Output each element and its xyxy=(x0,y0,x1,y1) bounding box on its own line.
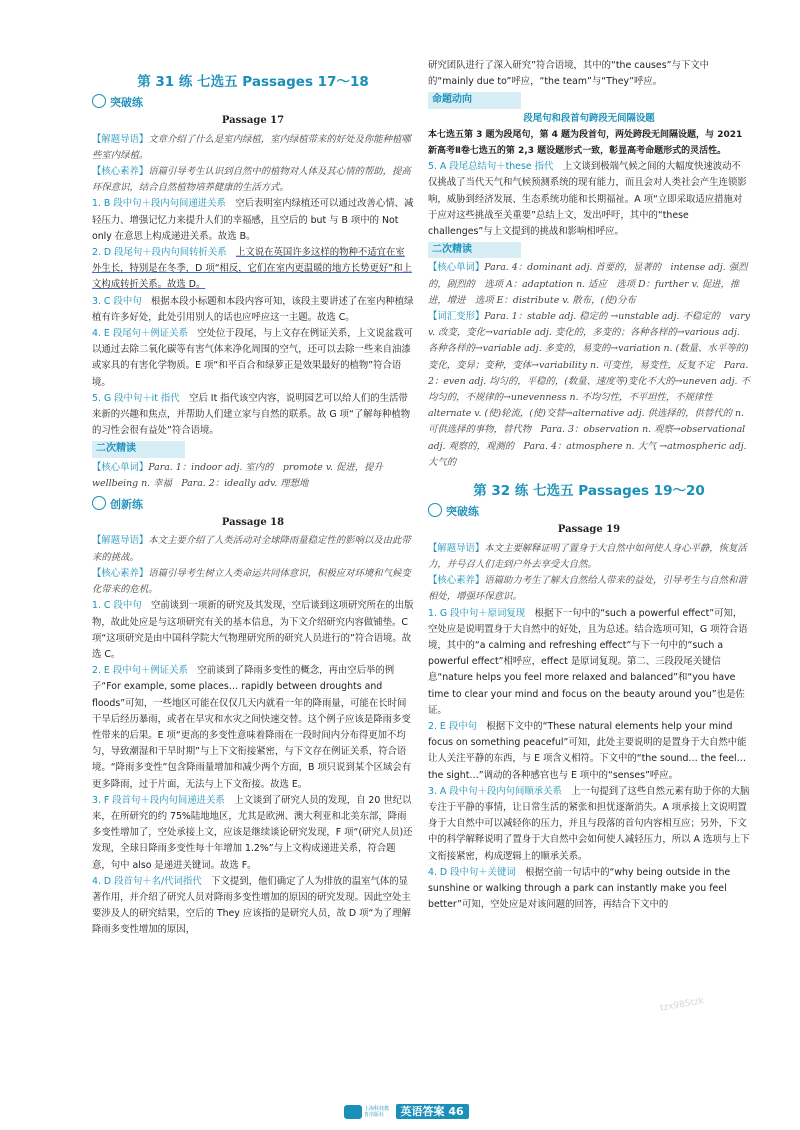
p18-item-4: 4. D 段首句＋名/代词指代 下文提到，他们确定了人为排放的温室气体的显著作用，并介绍了研究人员对降雨多变性增加的原因的研究发现。因此空处主要涉及人的研究结果，空后的 They 应该指的是研究人员，故 D 项“为了理解降雨多变性增加的原因， xyxy=(92,875,411,936)
p18-item-1: 1. C 段中句 空前谈到一项新的研究及其发现，空后谈到这项研究所在的出版物，故此处应是与这项研究有关的基本信息，为下文介绍研究内容做铺垫。C 项“这项研究是由中国科学院大气物理研究所的研究人员进行的”符合语境。故选 C。 xyxy=(92,600,414,660)
p18-vocab: 【核心单词】Para. 4：dominant adj. 首要的，显著的 intense adj. 强烈的，剧烈的 选项 A：adaptation n. 适应 选项 D：further v. 促进，推进，增进 选项 E：distribute v. 散布，(使)分布 xyxy=(428,262,748,306)
hot-topic-title: 段尾句和段首句跨段无间隔设题 xyxy=(523,112,655,124)
p18-item-4-cont: 研究团队进行了深入研究”符合语境，其中的“the causes”与下文中的“mainly due to”呼应，“the team”与“They”呼应。 xyxy=(428,60,709,88)
p18-item-2: 2. E 段中句＋例证关系 空前谈到了降雨多变性的概念，再由空后举的例子“For example, some places… rapidly between droughts and floods”可知，一些地区可能在仅仅几天内就看一年的降雨量，可能在长时间干旱后经历暴雨，或者在旱灾和水灾之间快速交替。这个例子应该是降雨多变性带来的后果。E 项“更高的多变性意味着降雨在一段时间内分布得更加不均匀，导致潮湿和干旱时期”与上下文衔接紧密，与下文存在例证关系，符合语境。“降雨多变性”包含降雨量增加和减少两个方面，B 项只说到某个区域会有更多降雨，过于片面，无法与上下文衔接。故选 E。 xyxy=(92,665,412,790)
p17-item-1: 1. B 段中句＋段内句间递进关系 空后表明室内绿植还可以通过改善心情、减轻压力、增强记忆力来提升人们的幸福感，且空后的 but 与 B 项中的 Not only 在意思上构成递进关系。故选 B。 xyxy=(92,198,414,242)
p19-item-3: 3. A 段中句＋段内句间顺承关系 上一句提到了这些自然元素有助于你的大脑专注于平静的事情，让日常生活的紧张和担忧逐渐消失。A 项承接上文说明置身于大自然中可以减轻你的压力，并且与段落的首句内容相互应；另外，下文中的科学解释说明了置身于大自然中会如何使人减轻压力，所以 A 选项与上下文衔接紧密，构成逻辑上的顺承关系。 xyxy=(428,785,750,862)
section-31-title: 第 31 练 七选五 Passages 17～18 xyxy=(137,74,369,90)
section-32-title: 第 32 练 七选五 Passages 19～20 xyxy=(473,483,705,500)
watermark: tzx985tzk xyxy=(659,996,705,1014)
second-read-bar: 二次精读 xyxy=(92,441,185,457)
breakthrough-heading: 突破练 xyxy=(92,94,414,111)
left-column xyxy=(92,58,414,939)
publisher-logo-text: 上海科技教育出版社 xyxy=(364,1106,390,1118)
p18-derivation: 【词汇变形】Para. 1：stable adj. 稳定的 →unstable adj. 不稳定的 vary v. 改变，变化→variable adj. 变化的，多变的；各种各样的→various adj. 各种各样的→variable adj. 多变的，易变的→variation n. (数量、水平等的)变化，变异；变种，变体→variability n. 可变性，易变性，反复不定 Para. 2：even adj. 均匀的，平稳的，(数量、速度等)变化不大的→uneven adj. 不均匀的，不规律的→unevenness n. 不均匀性，不平坦性，不规律性 alternate v. (使)轮流，(使)交替→alternative adj. 供选择的，供替代的 n. 可供选择的事物，替代物 Para. 3：observation n. 观察→observational adj. 观察的，观测的 Para. 4：atmosphere n. 大气 →atmospheric adj. 大气的 xyxy=(428,311,750,468)
hot-topic-body: 本七选五第 3 题为段尾句，第 4 题为段首句，两处跨段无间隔设题，与 2021 新高考Ⅱ卷七选五的第 2,3 题设题形式一致，彰显高考命题形式的灵活性。 xyxy=(428,129,743,157)
p17-item-2: 2. D 段尾句＋段内句间转折关系 上文说在英国许多这样的物种不适宜在室外生长，特别是在冬季，D 项“相反，它们在室内更温暖的地方长势更好”和上文构成转折关系。故选 D。 xyxy=(92,247,412,291)
page-footer xyxy=(344,1103,469,1119)
p18-item-3: 3. F 段首句＋段内句间递进关系 上文谈到了研究人员的发现，自 20 世纪以来，在所研究的约 75%陆地地区，尤其是欧洲、澳大利亚和北美东部，降雨多变性增加了，空处承接上文，应该是继续谈论研究发现，F 项“(研究人员)还发现，全球日降雨多变性每十年增加 1.2%”与上文构成递进关系，符合题意，句中 also 是递进关键词。故选 F。 xyxy=(92,794,413,871)
passage-19-title: Passage 19 xyxy=(557,524,621,536)
p19-item-4: 4. D 段中句＋关键词 根据空前一句话中的“why being outside in the sunshine or walking through a park can instantly make you feel better”可知，空处应是对该问题的回答，再结合下文中的 xyxy=(428,866,731,911)
p17-item-3: 3. C 段中句 根据本段小标题和本段内容可知，该段主要讲述了在室内种植绿植有许多好处，此处引用别人的话也应呼应这一主题。故选 C。 xyxy=(92,295,414,323)
p19-item-2: 2. E 段中句 根据下文中的“These natural elements help your mind focus on something peaceful”可知，此处主要说明的是置身于大自然中能让人关注平静的东西，与 E 项含义相符。下文中的“the sound… the feel… the sight…”调动的各种感官也与 E 项中的“senses”呼应。 xyxy=(428,720,747,781)
p19-item-1: 1. G 段中句＋原词复现 根据下一句中的“such a powerful effect”可知，空处应是说明置身于大自然中的好处，且为总述。结合选项可知，G 项符合语境，其中的“a calming and refreshing effect”与下一句中的“such a powerful effect”相呼应，effect 是原词复现。第二、三段段尾关键信息“nature helps you feel more relaxed and balanced”和“you have time to clear your mind and focus on the beauty around you”也是佐证。 xyxy=(428,607,748,716)
innovation-icon xyxy=(92,496,106,510)
p18-core: 【核心素养】语篇引导考生树立人类命运共同体意识，积极应对环境和气候变化带来的危机。 xyxy=(92,567,411,596)
answer-label: 英语答案 46 xyxy=(396,1104,469,1119)
p18-guide: 【解题导语】本文主要介绍了人类活动对全球降雨量稳定性的影响以及由此带来的挑战。 xyxy=(92,535,411,563)
publisher-logo-icon xyxy=(344,1105,362,1119)
p17-vocab: 【核心单词】Para. 1：indoor adj. 室内的 promote v. 促进，提升 wellbeing n. 幸福 Para. 2：ideally adv. 理想地 xyxy=(92,461,393,489)
p19-core: 【核心素养】语篇助力考生了解大自然给人带来的益处，引导考生与自然和谐相处，增强环保意识。 xyxy=(428,575,747,603)
hot-topic-bar: 命题动向 xyxy=(428,92,521,108)
innovation-heading: 创新练 xyxy=(92,496,414,513)
p17-item-5: 5. G 段中句＋it 指代 空后 It 指代该空内容，说明园艺可以给人们的生活带来新的兴趣和焦点，并帮助人们建立家与自然的联系。故 G 项“了解每种植物的习性会很有益处”符合语境。 xyxy=(92,392,411,437)
passage-18-title: Passage 18 xyxy=(221,517,285,529)
breakthrough-icon-2 xyxy=(428,503,442,517)
p17-item-4: 4. E 段尾句＋例证关系 空处位于段尾，与上文存在例证关系，上文说盆栽可以通过去除二氧化碳等有害气体来净化周围的空气，还可以去除一些来自油漆或家具的有害化学物质。E 项“和平百合和绿萝正是效果最好的植物”符合语境。 xyxy=(92,328,413,388)
right-column xyxy=(428,58,750,913)
p18-item-5: 5. A 段尾总结句＋these 指代 上文谈到极端气候之间的大幅度快速波动不仅挑战了当代天气和气候预测系统的现有能力，而且会对人类社会产生连锁影响，威胁到经济发展、生态系统功能和长期福祉。A 项“立即采取适应措施对于应对这些挑战至关重要”总结上文，发出呼吁，其中的“these challenges”与上文提到的挑战和影响相呼应。 xyxy=(428,161,747,238)
breakthrough-heading-2: 突破练 xyxy=(428,503,750,520)
p17-core: 【核心素养】语篇引导考生认识到自然中的植物对人体及其心情的帮助，提高环保意识，结合自然植物培养健康的生活方式。 xyxy=(92,166,411,194)
page-number: 46 xyxy=(448,1105,464,1118)
breakthrough-icon xyxy=(92,94,106,108)
second-read-bar-2: 二次精读 xyxy=(428,242,521,258)
p17-guide: 【解题导语】文章介绍了什么是室内绿植，室内绿植带来的好处及你能种植哪些室内绿植。 xyxy=(92,133,411,161)
p19-guide: 【解题导语】本文主要解释证明了置身于大自然中如何使人身心平静，恢复活力，并号召人们走到户外去享受大自然。 xyxy=(428,542,747,570)
passage-17-title: Passage 17 xyxy=(221,115,285,127)
